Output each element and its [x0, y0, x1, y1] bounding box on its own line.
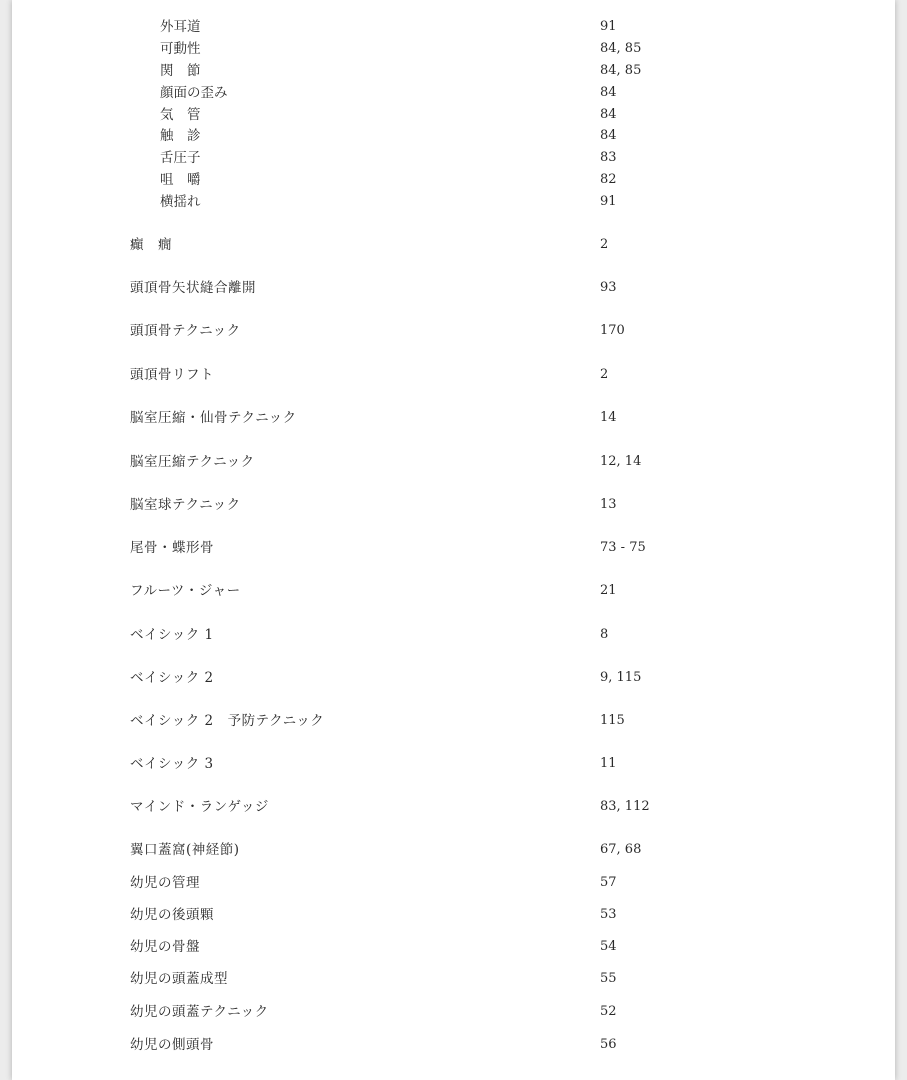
- index-pages: 2: [600, 237, 609, 252]
- index-term: 頭頂骨リフト: [130, 367, 214, 383]
- index-pages: 84: [600, 128, 617, 143]
- index-term: 頭頂骨テクニック: [130, 323, 241, 339]
- index-sub-entry: [12, 105, 895, 125]
- index-entry: [12, 235, 895, 255]
- index-entry: [12, 408, 895, 428]
- index-term: 尾骨・蝶形骨: [130, 540, 214, 556]
- index-term: ベイシック 3: [130, 756, 214, 772]
- index-entry: [12, 625, 895, 645]
- index-sub-entry: [12, 148, 895, 168]
- index-pages: 84, 85: [600, 41, 642, 56]
- index-term: 咀 嚼: [160, 172, 201, 188]
- index-pages: 84, 85: [600, 63, 642, 78]
- index-term: 外耳道: [160, 19, 201, 35]
- index-pages: 14: [600, 410, 617, 425]
- index-entry: [12, 873, 895, 893]
- index-entry: [12, 668, 895, 688]
- index-term: 顔面の歪み: [160, 85, 228, 101]
- index-pages: 54: [600, 939, 617, 954]
- index-pages: 84: [600, 85, 617, 100]
- index-term: 舌圧子: [160, 150, 201, 166]
- index-pages: 82: [600, 172, 617, 187]
- index-entry: [12, 711, 895, 731]
- index-pages: 8: [600, 627, 609, 642]
- index-pages: 11: [600, 756, 617, 771]
- index-term: 脳室球テクニック: [130, 497, 241, 513]
- index-sub-entry: [12, 192, 895, 212]
- index-term: 幼児の骨盤: [130, 939, 200, 955]
- index-entry: [12, 1002, 895, 1022]
- index-sub-entry: [12, 39, 895, 59]
- index-pages: 73 - 75: [600, 540, 646, 555]
- index-pages: 53: [600, 907, 617, 922]
- index-term: 癲 癇: [130, 237, 172, 253]
- index-sub-entry: [12, 170, 895, 190]
- index-entry: [12, 797, 895, 817]
- index-term: 脳室圧縮・仙骨テクニック: [130, 410, 297, 426]
- index-term: ベイシック 1: [130, 627, 214, 643]
- index-pages: 55: [600, 971, 617, 986]
- index-pages: 56: [600, 1037, 617, 1052]
- index-sub-entry: [12, 17, 895, 37]
- index-pages: 83: [600, 150, 617, 165]
- index-pages: 52: [600, 1004, 617, 1019]
- index-pages: 91: [600, 194, 617, 209]
- index-entry: [12, 278, 895, 298]
- index-entry: [12, 937, 895, 957]
- index-pages: 115: [600, 713, 625, 728]
- index-entry: [12, 538, 895, 558]
- index-entry: [12, 754, 895, 774]
- index-term: 可動性: [160, 41, 201, 57]
- index-term: フルーツ・ジャー: [130, 583, 241, 599]
- index-pages: 57: [600, 875, 617, 890]
- index-entry: [12, 321, 895, 341]
- index-pages: 170: [600, 323, 625, 338]
- index-pages: 21: [600, 583, 617, 598]
- index-term: マインド・ランゲッジ: [130, 799, 269, 815]
- index-term: 幼児の頭蓋成型: [130, 971, 228, 987]
- index-pages: 83, 112: [600, 799, 650, 814]
- index-term: 触 診: [160, 128, 201, 144]
- index-entry: [12, 452, 895, 472]
- index-pages: 91: [600, 19, 617, 34]
- index-term: 脳室圧縮テクニック: [130, 454, 255, 470]
- index-term: 幼児の側頭骨: [130, 1037, 214, 1053]
- index-term: 幼児の後頭顆: [130, 907, 214, 923]
- index-term: 頭頂骨矢状縫合離開: [130, 280, 256, 296]
- index-term: 横揺れ: [160, 194, 201, 210]
- index-term: 幼児の管理: [130, 875, 200, 891]
- index-pages: 93: [600, 280, 617, 295]
- index-term: 翼口蓋窩(神経節): [130, 842, 240, 858]
- index-sub-entry: [12, 126, 895, 146]
- index-pages: 13: [600, 497, 617, 512]
- index-sub-entry: [12, 61, 895, 81]
- index-entry: [12, 1035, 895, 1055]
- index-pages: 84: [600, 107, 617, 122]
- index-entry: [12, 495, 895, 515]
- index-term: 幼児の頭蓋テクニック: [130, 1004, 269, 1020]
- index-entry: [12, 365, 895, 385]
- index-term: 関 節: [160, 63, 201, 79]
- index-entry: [12, 905, 895, 925]
- index-term: ベイシック 2: [130, 670, 214, 686]
- index-pages: 12, 14: [600, 454, 642, 469]
- index-page: [12, 0, 895, 1080]
- index-entry: [12, 969, 895, 989]
- index-pages: 67, 68: [600, 842, 642, 857]
- index-pages: 9, 115: [600, 670, 642, 685]
- index-entry: [12, 581, 895, 601]
- index-sub-entry: [12, 83, 895, 103]
- index-term: 気 管: [160, 107, 201, 123]
- index-term: ベイシック 2 予防テクニック: [130, 713, 325, 729]
- index-entry: [12, 840, 895, 860]
- index-pages: 2: [600, 367, 609, 382]
